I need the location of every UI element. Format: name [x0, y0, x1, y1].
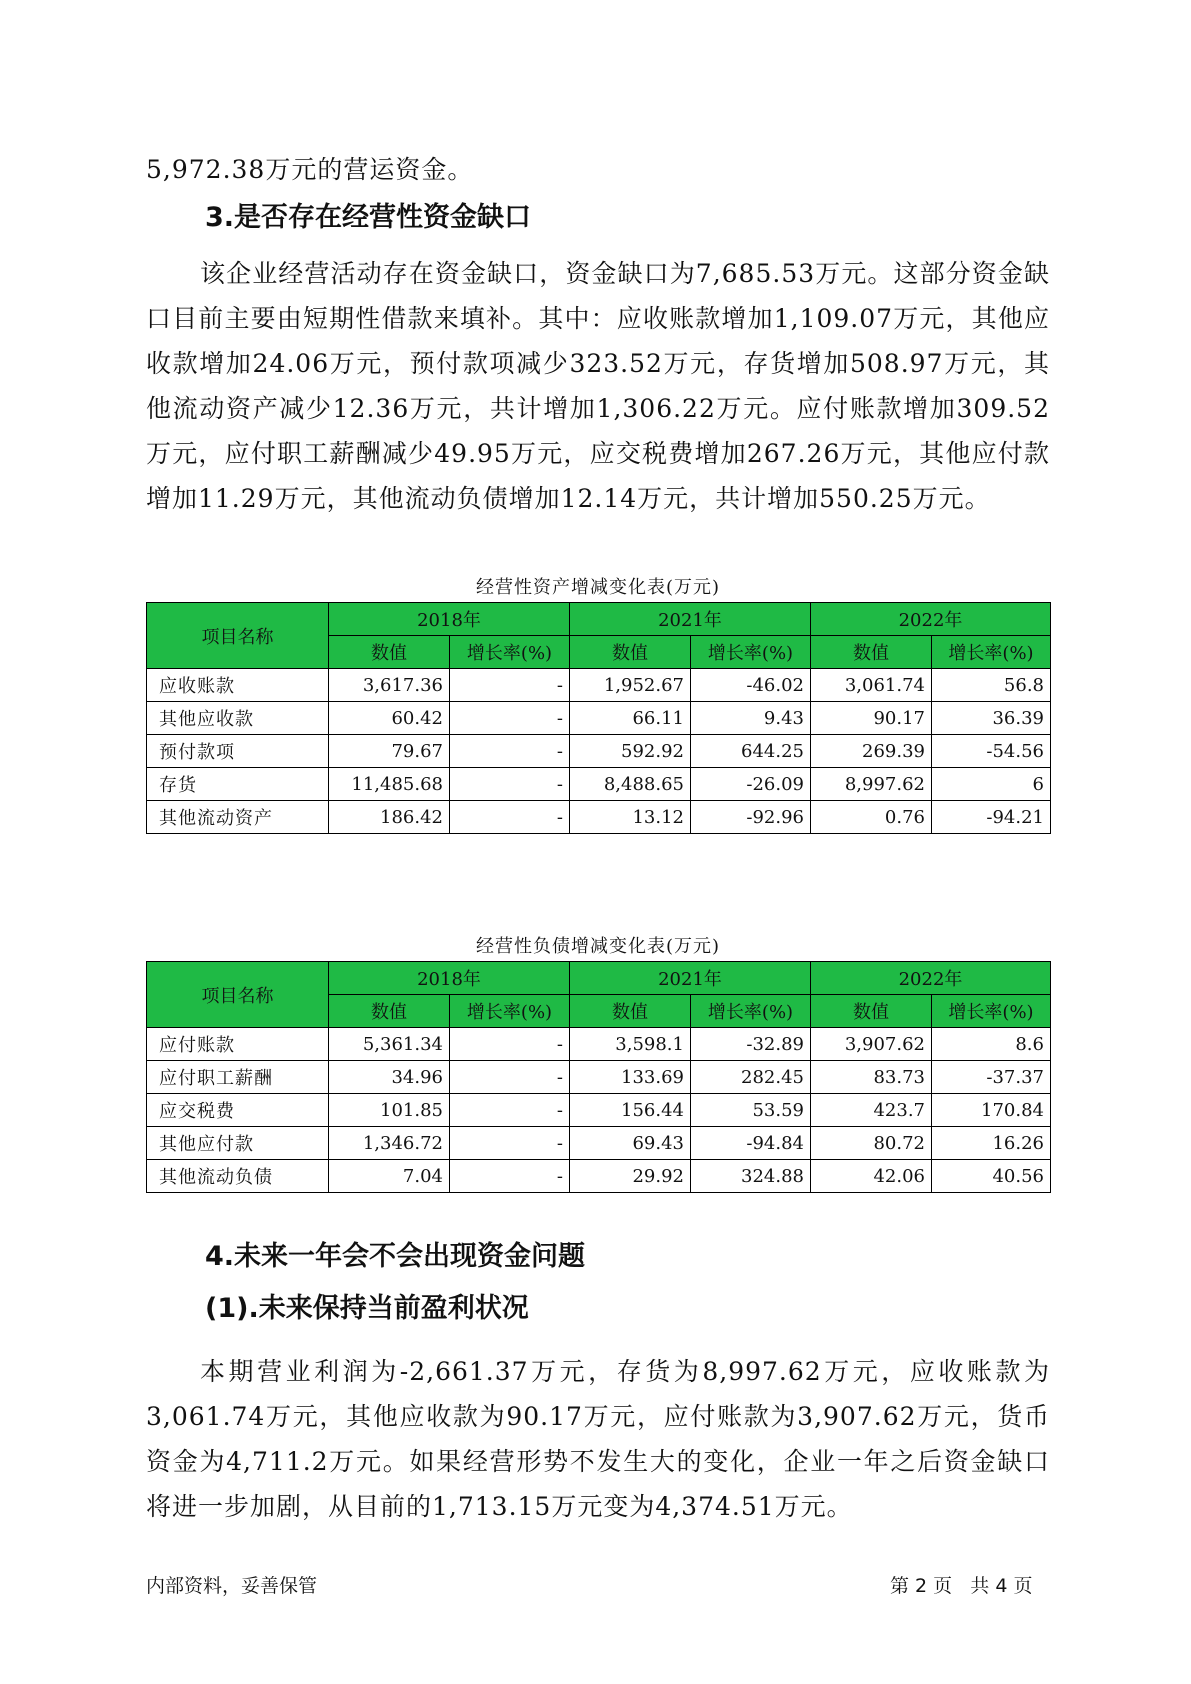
cell-value: 34.96: [329, 1061, 450, 1094]
cell-growth: -54.56: [932, 735, 1051, 768]
cell-growth: 170.84: [932, 1094, 1051, 1127]
footer-confidential: 内部资料，妥善保管: [146, 1575, 318, 1597]
row-label: 其他流动资产: [147, 801, 329, 834]
cell-value: 423.7: [811, 1094, 932, 1127]
cell-value: 69.43: [570, 1127, 691, 1160]
row-label: 应交税费: [147, 1094, 329, 1127]
cell-value: 3,598.1: [570, 1028, 691, 1061]
row-label: 应收账款: [147, 669, 329, 702]
row-label: 其他应付款: [147, 1127, 329, 1160]
cell-value: 5,361.34: [329, 1028, 450, 1061]
assets-table-caption: 经营性资产增减变化表(万元): [475, 577, 721, 598]
cell-value: 13.12: [570, 801, 691, 834]
cell-growth: -94.84: [691, 1127, 811, 1160]
row-label: 存货: [147, 768, 329, 801]
cell-growth: -: [450, 702, 570, 735]
table-row: [147, 702, 1051, 735]
cell-growth: -: [450, 669, 570, 702]
cell-growth: 40.56: [932, 1160, 1051, 1193]
cell-growth: 56.8: [932, 669, 1051, 702]
table-row: [147, 735, 1051, 768]
cell-value: 80.72: [811, 1127, 932, 1160]
heading-future-funding: 4.未来一年会不会出现资金问题: [205, 1241, 586, 1272]
table-row: [147, 768, 1051, 801]
cell-value: 101.85: [329, 1094, 450, 1127]
header-value: 数值: [570, 995, 691, 1028]
liabilities-table-caption: 经营性负债增减变化表(万元): [475, 936, 721, 957]
cell-value: 186.42: [329, 801, 450, 834]
row-label: 其他应收款: [147, 702, 329, 735]
cell-growth: 282.45: [691, 1061, 811, 1094]
cell-value: 156.44: [570, 1094, 691, 1127]
header-year-2018: 2018年: [329, 962, 570, 995]
cell-growth: -26.09: [691, 768, 811, 801]
cell-value: 90.17: [811, 702, 932, 735]
cell-growth: 324.88: [691, 1160, 811, 1193]
paragraph-working-capital: 5,972.38万元的营运资金。: [146, 155, 474, 184]
cell-value: 29.92: [570, 1160, 691, 1193]
cell-value: 592.92: [570, 735, 691, 768]
cell-growth: 8.6: [932, 1028, 1051, 1061]
cell-value: 3,617.36: [329, 669, 450, 702]
cell-value: 60.42: [329, 702, 450, 735]
cell-growth: -: [450, 801, 570, 834]
header-growth: 增长率(%): [450, 995, 570, 1028]
cell-value: 1,346.72: [329, 1127, 450, 1160]
cell-value: 83.73: [811, 1061, 932, 1094]
cell-growth: 53.59: [691, 1094, 811, 1127]
header-year-2022: 2022年: [811, 962, 1051, 995]
cell-value: 269.39: [811, 735, 932, 768]
table-row: [147, 1028, 1051, 1061]
cell-growth: -32.89: [691, 1028, 811, 1061]
cell-growth: -: [450, 1061, 570, 1094]
table-row: [147, 801, 1051, 834]
paragraph-funding-gap: 该企业经营活动存在资金缺口，资金缺口为7,685.53万元。这部分资金缺口目前主要由短期性借款来填补。其中：应收账款增加1,109.07万元，其他应收款增加24.06万元，预付款项减少323.52万元，存货增加508.97万元，其他流动资产减少12.36万元，共计增加1,306.22万元。应付账款增加309.52万元，应付职工薪酬减少49.95万元，应交税费增加267.26万元，其他应付款增加11.29万元，其他流动负债增加12.14万元，共计增加550.25万元。: [146, 259, 1050, 513]
cell-growth: 36.39: [932, 702, 1051, 735]
cell-growth: 644.25: [691, 735, 811, 768]
cell-value: 3,061.74: [811, 669, 932, 702]
header-growth: 增长率(%): [691, 636, 811, 669]
heading-funding-gap: 3.是否存在经营性资金缺口: [205, 202, 532, 233]
paragraph-future-profit: 本期营业利润为-2,661.37万元，存货为8,997.62万元，应收账款为3,061.74万元，其他应收款为90.17万元，应付账款为3,907.62万元，货币资金为4,711.2万元。如果经营形势不发生大的变化，企业一年之后资金缺口将进一步加剧，从目前的1,713.15万元变为4,374.51万元。: [146, 1357, 1050, 1521]
cell-growth: 16.26: [932, 1127, 1051, 1160]
header-year-2021: 2021年: [570, 603, 811, 636]
row-label: 应付职工薪酬: [147, 1061, 329, 1094]
liabilities-table: [146, 961, 1051, 1193]
cell-growth: -: [450, 1127, 570, 1160]
cell-growth: -94.21: [932, 801, 1051, 834]
header-year-2022: 2022年: [811, 603, 1051, 636]
header-growth: 增长率(%): [450, 636, 570, 669]
table-row: [147, 1127, 1051, 1160]
cell-value: 11,485.68: [329, 768, 450, 801]
cell-value: 42.06: [811, 1160, 932, 1193]
cell-growth: -: [450, 1028, 570, 1061]
header-growth: 增长率(%): [932, 636, 1051, 669]
row-label: 预付款项: [147, 735, 329, 768]
cell-growth: -: [450, 1094, 570, 1127]
cell-value: 8,488.65: [570, 768, 691, 801]
row-label: 应付账款: [147, 1028, 329, 1061]
header-value: 数值: [570, 636, 691, 669]
row-label: 其他流动负债: [147, 1160, 329, 1193]
cell-value: 1,952.67: [570, 669, 691, 702]
table-row: [147, 1094, 1051, 1127]
cell-growth: -92.96: [691, 801, 811, 834]
assets-table: [146, 602, 1051, 834]
cell-value: 66.11: [570, 702, 691, 735]
heading-maintain-profit: (1).未来保持当前盈利状况: [205, 1293, 529, 1324]
cell-value: 7.04: [329, 1160, 450, 1193]
cell-value: 133.69: [570, 1061, 691, 1094]
cell-value: 79.67: [329, 735, 450, 768]
header-item-name: 项目名称: [147, 962, 329, 1028]
cell-growth: 6: [932, 768, 1051, 801]
cell-value: 8,997.62: [811, 768, 932, 801]
header-growth: 增长率(%): [932, 995, 1051, 1028]
header-value: 数值: [329, 636, 450, 669]
header-growth: 增长率(%): [691, 995, 811, 1028]
table-row: [147, 1061, 1051, 1094]
footer-page-number: [890, 1573, 1032, 1599]
footer-current-page: 第 2 页: [890, 1575, 953, 1597]
header-year-2021: 2021年: [570, 962, 811, 995]
cell-growth: -46.02: [691, 669, 811, 702]
table-row: [147, 669, 1051, 702]
header-year-2018: 2018年: [329, 603, 570, 636]
cell-growth: -: [450, 735, 570, 768]
header-value: 数值: [329, 995, 450, 1028]
header-value: 数值: [811, 636, 932, 669]
header-value: 数值: [811, 995, 932, 1028]
cell-growth: -: [450, 1160, 570, 1193]
cell-growth: 9.43: [691, 702, 811, 735]
cell-value: 3,907.62: [811, 1028, 932, 1061]
cell-value: 0.76: [811, 801, 932, 834]
header-item-name: 项目名称: [147, 603, 329, 669]
table-row: [147, 1160, 1051, 1193]
cell-growth: -: [450, 768, 570, 801]
cell-growth: -37.37: [932, 1061, 1051, 1094]
footer-total-pages: 共 4 页: [970, 1575, 1033, 1597]
